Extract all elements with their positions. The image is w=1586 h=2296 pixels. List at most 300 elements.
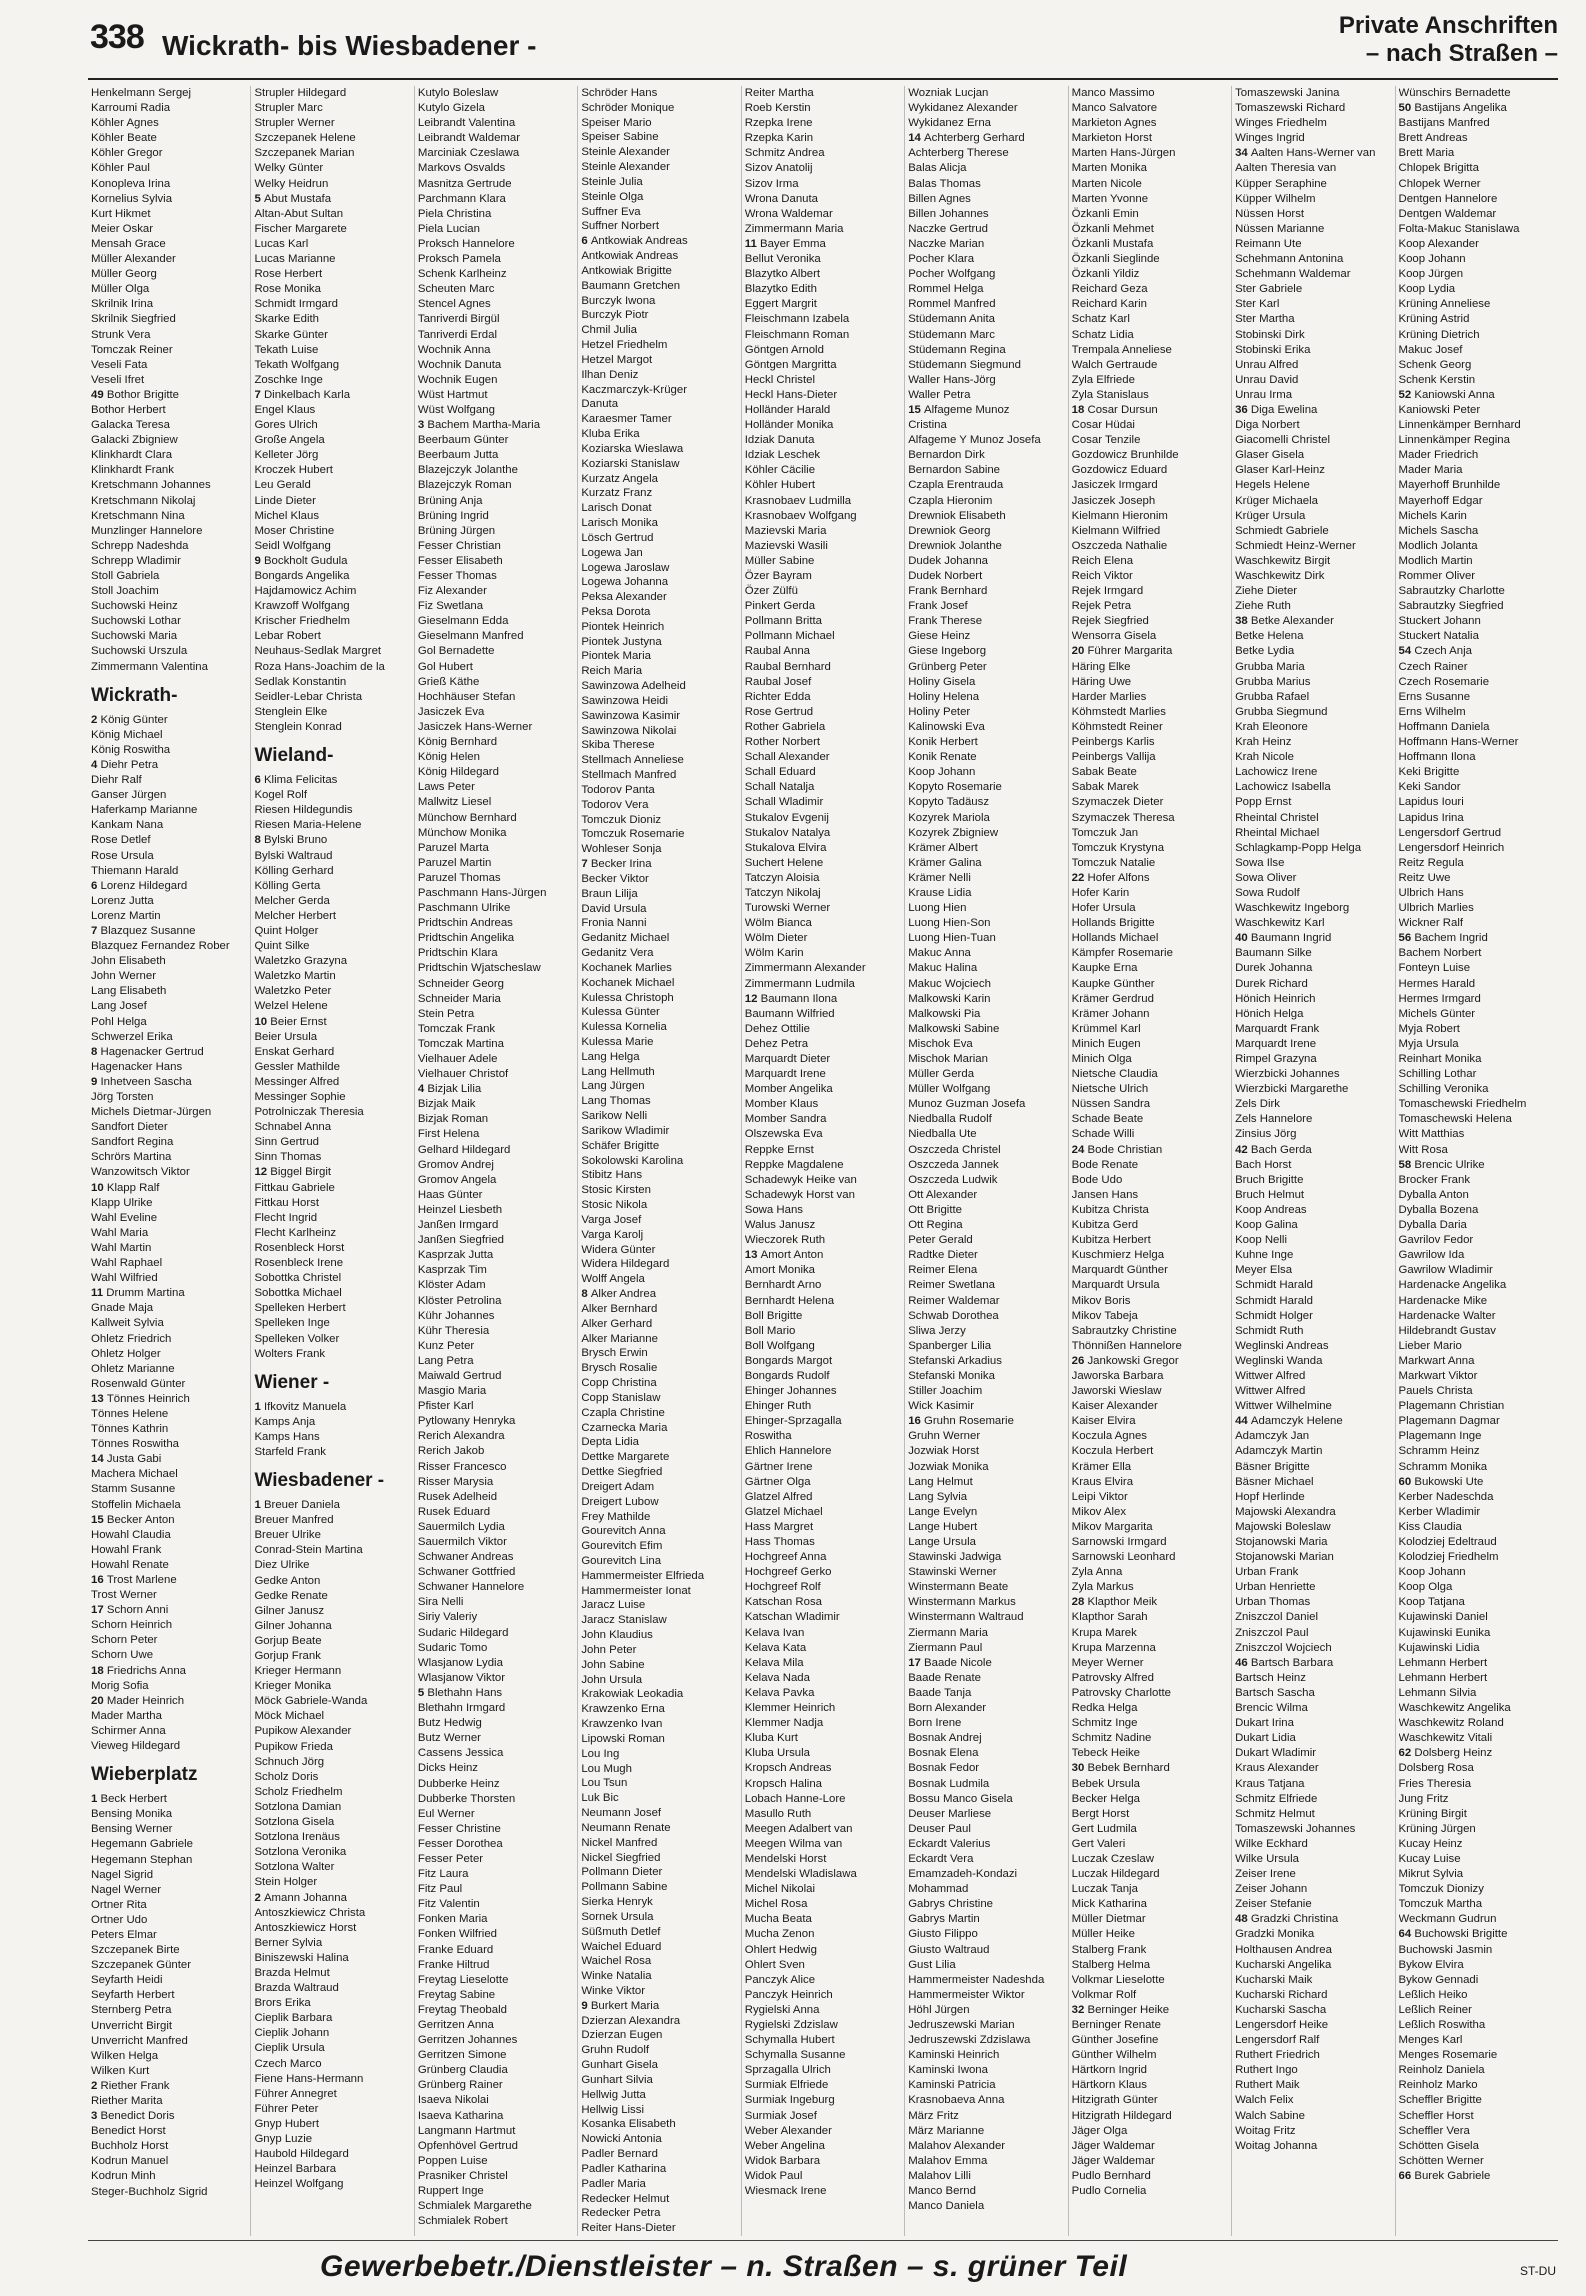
directory-entry: Kretschmann Nikolaj xyxy=(91,494,196,507)
directory-entry: Rose Ursula xyxy=(91,849,154,862)
directory-entry: Manco Salvatore xyxy=(1071,102,1158,115)
directory-entry: Koop Johann xyxy=(1398,253,1466,266)
directory-entry: Sudaric Tomo xyxy=(417,1641,488,1654)
directory-entry: Hegels Helene xyxy=(1235,479,1310,492)
directory-entry: Kochanek Marlies xyxy=(581,961,672,974)
directory-entry: Jedruszewski Marian xyxy=(908,2019,1015,2031)
directory-entry: Alfageme Y Munoz Josefa xyxy=(908,434,1041,447)
directory-entry: Zeiser Johann xyxy=(1235,1883,1308,1896)
directory-entry: Lucas Karl xyxy=(254,237,309,250)
directory-entry: Müller Dietmar xyxy=(1071,1913,1146,1926)
directory-entry: Krüning Jürgen xyxy=(1398,1822,1476,1835)
directory-entry: Lengersdorf Heike xyxy=(1235,2019,1329,2031)
directory-entry: Kutylo Gizela xyxy=(417,102,485,115)
directory-entry: Jaracz Luise xyxy=(581,1599,646,1612)
directory-entry: Schötten Werner xyxy=(1398,2154,1484,2167)
directory-entry: Stein Holger xyxy=(254,1876,318,1889)
directory-entry: Erns Wilhelm xyxy=(1398,705,1466,718)
directory-entry: Kühr Theresia xyxy=(417,1324,490,1337)
directory-entry: Breuer Manfred xyxy=(254,1514,334,1527)
directory-entry: Kluba Ursula xyxy=(744,1747,810,1760)
directory-entry: Wolters Frank xyxy=(254,1347,326,1360)
directory-entry: Rommel Helga xyxy=(908,283,984,296)
directory-entry: 2 König Günter xyxy=(91,713,168,726)
directory-entry: 54 Czech Anja xyxy=(1398,645,1472,658)
directory-entry: Cassens Jessica xyxy=(417,1747,504,1760)
directory-entry: Ziermann Maria xyxy=(908,1626,988,1639)
directory-entry: Zyla Elfriede xyxy=(1071,373,1135,386)
directory-entry: Luczak Tanja xyxy=(1071,1883,1138,1896)
directory-entry: Gedke Renate xyxy=(254,1589,328,1602)
directory-entry: Danuta xyxy=(581,398,619,411)
directory-entry: Große Angela xyxy=(254,434,325,447)
directory-entry: Durek Johanna xyxy=(1235,962,1313,975)
directory-entry: Leibrandt Waldemar xyxy=(417,132,521,145)
directory-entry: Sudaric Hildegard xyxy=(417,1626,509,1639)
directory-entry: Surmiak Elfriede xyxy=(744,2079,829,2092)
directory-entry: Schenk Karlheinz xyxy=(417,268,507,281)
directory-entry: Czech Rosemarie xyxy=(1398,675,1490,688)
directory-entry: Härtkorn Klaus xyxy=(1071,2079,1147,2092)
directory-entry: Stalberg Frank xyxy=(1071,1943,1147,1956)
directory-entry: Ulbrich Hans xyxy=(1398,886,1464,899)
directory-entry: Unrau David xyxy=(1235,373,1299,386)
directory-entry: 13 Amort Anton xyxy=(744,1249,824,1262)
directory-entry: Pudlo Cornelia xyxy=(1071,2185,1147,2198)
directory-entry: Buchowski Jasmin xyxy=(1398,1943,1493,1956)
directory-entry: Waller Hans-Jörg xyxy=(908,373,996,386)
directory-entry: Waichel Rosa xyxy=(581,1955,652,1968)
directory-entry: Deuser Paul xyxy=(908,1822,971,1835)
directory-entry: Ehlich Hannelore xyxy=(744,1445,832,1458)
directory-entry: Kaniowski Peter xyxy=(1398,403,1481,416)
directory-entry: Urban Frank xyxy=(1235,1566,1299,1579)
directory-entry: Tatczyn Aloisia xyxy=(744,871,820,884)
directory-entry: Rose Gertrud xyxy=(744,705,814,718)
directory-entry: Pocher Klara xyxy=(908,253,975,266)
directory-entry: Szczepanek Marian xyxy=(254,147,355,160)
directory-entry: Jozwiak Monika xyxy=(908,1460,989,1473)
directory-entry: Alker Bernhard xyxy=(581,1302,658,1315)
directory-entry: Kaiser Alexander xyxy=(1071,1400,1158,1413)
directory-entry: Lorenz Jutta xyxy=(91,894,154,907)
directory-entry: Heinzel Barbara xyxy=(254,2163,337,2176)
directory-entry: Strupler Werner xyxy=(254,117,335,130)
directory-entry: 12 Baumann Ilona xyxy=(744,992,838,1005)
directory-entry: 4 Diehr Petra xyxy=(91,758,159,771)
directory-entry: Rzepka Karin xyxy=(744,132,814,145)
directory-entry: Ohletz Friedrich xyxy=(91,1332,172,1345)
directory-entry: John Elisabeth xyxy=(91,955,166,968)
directory-entry: Quint Silke xyxy=(254,940,310,953)
directory-entry: Hammermeister Elfrieda xyxy=(581,1569,705,1582)
directory-entry: Biniszewski Halina xyxy=(254,1951,349,1964)
directory-entry: Emamzadeh-Kondazi xyxy=(908,1868,1018,1881)
directory-entry: Koop Galina xyxy=(1235,1219,1298,1232)
directory-entry: Fittkau Gabriele xyxy=(254,1181,335,1194)
directory-entry: Gourevitch Lina xyxy=(581,1554,662,1567)
directory-entry: Meegen Wilma van xyxy=(744,1837,843,1850)
directory-entry: Bongards Angelika xyxy=(254,570,350,582)
directory-entry: Reichard Geza xyxy=(1071,283,1148,296)
directory-entry: Stalberg Helma xyxy=(1071,1958,1151,1971)
directory-entry: Hoffmann Ilona xyxy=(1398,751,1476,764)
directory-entry: Sabrautzky Christine xyxy=(1071,1324,1177,1337)
directory-entry: Hellwig Lissi xyxy=(581,2103,644,2116)
directory-entry: Makuc Wojciech xyxy=(908,977,991,990)
directory-entry: Mick Katharina xyxy=(1071,1898,1147,1911)
directory-entry: Makuc Anna xyxy=(908,947,971,960)
directory-entry: Radtke Dieter xyxy=(908,1249,978,1262)
directory-entry: Grünberg Peter xyxy=(908,660,987,673)
directory-entry: Scholz Doris xyxy=(254,1770,319,1783)
directory-entry: Leibrandt Valentina xyxy=(417,117,516,130)
directory-entry: Pridtschin Angelika xyxy=(417,932,515,945)
directory-entry: Bartsch Heinz xyxy=(1235,1671,1306,1684)
directory-entry: 5 Blethahn Hans xyxy=(417,1686,503,1699)
directory-entry: Ott Brigitte xyxy=(908,1203,962,1216)
directory-entry: Ruthert Ingo xyxy=(1235,2064,1298,2077)
directory-entry: Logewa Jan xyxy=(581,546,643,559)
directory-entry: Wrona Danuta xyxy=(744,192,818,205)
directory-entry: Menges Rosemarie xyxy=(1398,2049,1498,2062)
directory-entry: Meegen Adalbert van xyxy=(744,1822,853,1835)
directory-entry: Brors Erika xyxy=(254,1997,311,2010)
directory-entry: Kucharski Richard xyxy=(1235,1988,1328,2001)
directory-entry: 9 Bockholt Gudula xyxy=(254,554,348,567)
directory-entry: Schmitz Helmut xyxy=(1235,1807,1315,1820)
directory-entry: 6 Antkowiak Andreas xyxy=(581,235,688,248)
directory-entry: 7 Becker Irina xyxy=(581,858,652,871)
directory-entry: Schwaner Hannelore xyxy=(417,1581,525,1594)
directory-entry: Schmidt Holger xyxy=(1235,1309,1313,1322)
directory-entry: Baumann Silke xyxy=(1235,947,1312,960)
directory-entry: Schneider Maria xyxy=(417,992,501,1005)
directory-entry: Bachem Norbert xyxy=(1398,947,1482,960)
directory-entry: Kelleter Jörg xyxy=(254,449,319,462)
directory-entry: Widok Paul xyxy=(744,2169,803,2182)
directory-entry: Risser Francesco xyxy=(417,1460,507,1473)
directory-entry: Machera Michael xyxy=(91,1468,178,1481)
directory-entry: Wölm Karin xyxy=(744,947,804,960)
directory-entry: Gilner Johanna xyxy=(254,1619,332,1632)
directory-entry: Stellmach Manfred xyxy=(581,769,677,782)
directory-entry: Kulessa Christoph xyxy=(581,991,674,1004)
directory-entry: Fiz Swetlana xyxy=(417,600,484,613)
directory-entry: Tomaschewski Helena xyxy=(1398,1113,1512,1126)
directory-entry: Krümmel Karl xyxy=(1071,1022,1141,1035)
directory-entry: Michel Nikolai xyxy=(744,1883,816,1896)
directory-entry: Piontek Maria xyxy=(581,650,651,663)
directory-entry: Pohl Helga xyxy=(91,1015,147,1028)
directory-entry: Mohammad xyxy=(908,1883,969,1896)
directory-entry: Rose Monika xyxy=(254,283,321,296)
directory-entry: Koop Johann xyxy=(1398,1566,1466,1579)
directory-entry: Wensorra Gisela xyxy=(1071,630,1157,643)
directory-entry: Möck Gabriele-Wanda xyxy=(254,1695,368,1708)
directory-entry: Zinsius Jörg xyxy=(1235,1128,1297,1141)
directory-entry: Klemmer Nadja xyxy=(744,1717,824,1730)
directory-entry: 1 Breuer Daniela xyxy=(254,1499,340,1512)
directory-entry: Lengersdorf Ralf xyxy=(1235,2034,1320,2047)
directory-entry: Keki Sandor xyxy=(1398,781,1461,794)
directory-entry: Gedke Anton xyxy=(254,1574,321,1587)
directory-entry: Koziarska Wieslawa xyxy=(581,442,684,455)
directory-entry: Steger-Buchholz Sigrid xyxy=(91,2185,208,2198)
directory-entry: Riesen Hildegundis xyxy=(254,804,353,817)
directory-entry: 3 Bachem Martha-Maria xyxy=(417,419,541,432)
directory-entry: Marten Hans-Jürgen xyxy=(1071,147,1176,160)
directory-entry: 26 Jankowski Gregor xyxy=(1071,1354,1179,1367)
directory-entry: Lange Ursula xyxy=(908,1536,976,1548)
directory-entry: Cieplik Johann xyxy=(254,2027,330,2040)
directory-entry: Ortner Rita xyxy=(91,1898,147,1911)
directory-entry: Marquardt Irene xyxy=(744,1068,826,1081)
directory-entry: Neuhaus-Sedlak Margret xyxy=(254,645,382,658)
directory-entry: Lachowicz Isabella xyxy=(1235,781,1331,794)
directory-entry: Peksa Dorota xyxy=(581,605,651,618)
directory-entry: Schwerzel Erika xyxy=(91,1030,173,1043)
directory-entry: Brysch Erwin xyxy=(581,1347,648,1360)
directory-entry: Sauermilch Viktor xyxy=(417,1536,507,1548)
directory-entry: Günther Wilhelm xyxy=(1071,2049,1157,2062)
directory-column xyxy=(741,86,904,2236)
directory-entry: Weber Alexander xyxy=(744,2124,832,2137)
directory-entry: Reimer Elena xyxy=(908,1264,978,1277)
directory-entry: Spelleken Inge xyxy=(254,1317,330,1330)
directory-entry: Koop Jürgen xyxy=(1398,268,1464,281)
directory-entry: Adamczyk Martin xyxy=(1235,1445,1323,1458)
directory-entry: Rommer Oliver xyxy=(1398,570,1476,582)
directory-entry: Ster Karl xyxy=(1235,298,1280,311)
directory-entry: Schramm Monika xyxy=(1398,1460,1488,1473)
directory-entry: Grünberg Claudia xyxy=(417,2064,508,2077)
directory-entry: Gradzki Monika xyxy=(1235,1928,1315,1941)
directory-entry: Menges Karl xyxy=(1398,2034,1463,2047)
directory-entry: Folta-Makuc Stanislawa xyxy=(1398,222,1520,235)
directory-entry: Piela Christina xyxy=(417,207,492,220)
directory-entry: Woitag Fritz xyxy=(1235,2124,1296,2137)
directory-entry: Kogel Rolf xyxy=(254,789,307,802)
directory-entry: Howahl Claudia xyxy=(91,1528,171,1541)
directory-entry: Niedballa Ute xyxy=(908,1128,977,1141)
directory-entry: Hegemann Stephan xyxy=(91,1853,193,1866)
directory-entry: Makuc Josef xyxy=(1398,343,1463,356)
directory-entry: Munoz Guzman Josefa xyxy=(908,1098,1026,1111)
directory-entry: Tönnes Helene xyxy=(91,1407,169,1420)
directory-entry: Bykow Gennadi xyxy=(1398,1973,1479,1986)
directory-entry: Steinle Julia xyxy=(581,175,643,188)
directory-entry: Wozniak Lucjan xyxy=(908,87,989,99)
directory-entry: Skarke Günter xyxy=(254,328,328,341)
directory-entry: Fesser Peter xyxy=(417,1852,484,1865)
directory-entry: Tomczak Frank xyxy=(417,1022,496,1035)
directory-entry: Kretschmann Johannes xyxy=(91,479,211,492)
directory-entry: Stukalov Natalya xyxy=(744,826,831,839)
directory-entry: Czapla Erentrauda xyxy=(908,479,1004,492)
directory-entry: Trempala Anneliese xyxy=(1071,343,1172,356)
directory-entry: Stuckert Natalia xyxy=(1398,630,1479,643)
directory-entry: Hönich Helga xyxy=(1235,1007,1304,1020)
directory-entry: Tebeck Heike xyxy=(1071,1747,1141,1760)
directory-entry: Howahl Renate xyxy=(91,1558,169,1571)
directory-entry: Gawrilow Wladimir xyxy=(1398,1264,1493,1277)
directory-entry: Michel Rosa xyxy=(744,1898,808,1911)
directory-entry: Bothor Herbert xyxy=(91,403,166,416)
directory-entry: Niedballa Rudolf xyxy=(908,1113,992,1126)
directory-entry: Markwart Anna xyxy=(1398,1354,1475,1367)
directory-entry: Meier Oskar xyxy=(91,222,154,235)
directory-entry: Wünschirs Bernadette xyxy=(1398,87,1511,99)
directory-entry: Myja Ursula xyxy=(1398,1037,1459,1050)
directory-entry: Dolsberg Rosa xyxy=(1398,1762,1474,1775)
directory-entry: Klapp Ulrike xyxy=(91,1196,153,1209)
directory-entry: Kelava Kata xyxy=(744,1641,807,1654)
directory-entry: Tomczuk Dionizy xyxy=(1398,1883,1484,1896)
directory-entry: Linnenkämper Regina xyxy=(1398,434,1510,447)
directory-entry: Kluba Kurt xyxy=(744,1732,798,1745)
directory-entry: Hitzigrath Günter xyxy=(1071,2094,1158,2107)
directory-entry: Marten Monika xyxy=(1071,162,1147,175)
footer-code: ST-DU xyxy=(1520,2264,1556,2278)
directory-entry: Mikov Tabeja xyxy=(1071,1309,1138,1322)
directory-entry: Schorn Uwe xyxy=(91,1649,154,1662)
directory-entry: Myja Robert xyxy=(1398,1022,1460,1035)
directory-entry: Waschkewitz Vitali xyxy=(1398,1732,1493,1745)
directory-entry: Wahl Maria xyxy=(91,1226,149,1239)
directory-entry: Veseli Fata xyxy=(91,358,148,371)
directory-entry: Fesser Dorothea xyxy=(417,1837,503,1850)
directory-entry: Deuser Marliese xyxy=(908,1807,992,1820)
footer-rule xyxy=(88,2240,1558,2241)
directory-entry: Luk Bic xyxy=(581,1792,619,1805)
directory-entry: Patrovsky Alfred xyxy=(1071,1671,1154,1684)
directory-entry: Lapidus Iouri xyxy=(1398,796,1464,809)
directory-entry: Paschmann Hans-Jürgen xyxy=(417,886,547,899)
directory-entry: Zyla Anna xyxy=(1071,1566,1123,1579)
directory-entry: Winstermann Beate xyxy=(908,1581,1009,1594)
directory-entry: Rimpel Grazyna xyxy=(1235,1053,1317,1065)
directory-entry: Schlagkamp-Popp Helga xyxy=(1235,841,1362,854)
directory-entry: Hardenacke Angelika xyxy=(1398,1279,1507,1292)
directory-entry: Manco Daniela xyxy=(908,2200,985,2213)
directory-entry: Nietsche Ulrich xyxy=(1071,1083,1149,1096)
directory-entry: Dyballa Bozena xyxy=(1398,1203,1479,1216)
directory-entry: Beerbaum Günter xyxy=(417,434,509,447)
directory-entry: Riesen Maria-Helene xyxy=(254,819,362,832)
directory-entry: Hollands Michael xyxy=(1071,932,1159,945)
directory-entry: Weglinski Andreas xyxy=(1235,1339,1329,1352)
directory-entry: Lehmann Herbert xyxy=(1398,1656,1488,1669)
directory-entry: Gruhn Werner xyxy=(908,1430,981,1443)
directory-entry: Cieplik Ursula xyxy=(254,2042,325,2055)
directory-entry: König Roswitha xyxy=(91,743,171,756)
directory-entry: Reppke Magdalene xyxy=(744,1158,844,1171)
directory-entry: Sizov Irma xyxy=(744,177,799,190)
directory-entry: Czech Rainer xyxy=(1398,660,1468,673)
directory-entry: Hochhäuser Stefan xyxy=(417,690,516,703)
directory-entry: Wittwer Wilhelmine xyxy=(1235,1400,1332,1413)
directory-entry: Schröder Hans xyxy=(581,87,658,99)
directory-entry: Momber Klaus xyxy=(744,1098,819,1111)
directory-entry: Kutylo Boleslaw xyxy=(417,87,499,99)
directory-entry: Franke Hiltrud xyxy=(417,1958,490,1971)
directory-entry: Hochgreef Rolf xyxy=(744,1581,821,1594)
directory-entry: Fitz Laura xyxy=(417,1868,469,1881)
directory-entry: Gawrilow Ida xyxy=(1398,1249,1465,1262)
directory-entry: Zyla Stanislaus xyxy=(1071,388,1149,401)
directory-entry: Hardenacke Walter xyxy=(1398,1309,1496,1322)
directory-entry: Koczula Agnes xyxy=(1071,1430,1147,1443)
directory-entry: Wochnik Eugen xyxy=(417,373,498,386)
directory-entry: Scheffler Horst xyxy=(1398,2109,1474,2122)
directory-entry: Ruthert Friedrich xyxy=(1235,2049,1320,2062)
directory-entry: Eul Werner xyxy=(417,1807,475,1820)
directory-entry: Özkanli Mehmet xyxy=(1071,222,1154,235)
directory-entry: Panczyk Heinrich xyxy=(744,1988,833,2001)
directory-entry: Lieber Mario xyxy=(1398,1339,1462,1352)
directory-entry: Glatzel Michael xyxy=(744,1505,823,1518)
directory-entry: Lebar Robert xyxy=(254,630,321,643)
directory-entry: Rother Gabriela xyxy=(744,720,826,733)
directory-entry: Scheuten Marc xyxy=(417,283,495,296)
directory-entry: Volkmar Lieselotte xyxy=(1071,1973,1165,1986)
directory-entry: Leipi Viktor xyxy=(1071,1490,1128,1503)
page-number: 338 xyxy=(90,18,144,56)
directory-entry: Fesser Elisabeth xyxy=(417,554,503,567)
directory-entry: Zimmermann Maria xyxy=(744,222,844,235)
directory-entry: Pollmann Sabine xyxy=(581,1881,668,1894)
directory-entry: Koziarski Stanislaw xyxy=(581,457,680,470)
directory-entry: Brüning Ingrid xyxy=(417,509,489,522)
directory-entry: Tanriverdi Birgül xyxy=(417,313,500,326)
directory-entry: Tomaschewski Friedhelm xyxy=(1398,1098,1527,1111)
directory-entry: Eckardt Valerius xyxy=(908,1837,991,1850)
directory-entry: Wlasjanow Lydia xyxy=(417,1656,503,1669)
directory-entry: Markieton Horst xyxy=(1071,132,1153,145)
directory-entry: Sierka Henryk xyxy=(581,1896,653,1909)
directory-entry: Zyla Markus xyxy=(1071,1581,1134,1594)
directory-entry: Stosic Kirsten xyxy=(581,1184,651,1197)
directory-entry: Ulbrich Marlies xyxy=(1398,902,1474,915)
directory-entry: 44 Adamczyk Helene xyxy=(1235,1415,1343,1428)
directory-entry: Stiller Joachim xyxy=(908,1385,983,1398)
directory-entry: Holländer Monika xyxy=(744,419,834,432)
directory-entry: Rygielski Anna xyxy=(744,2003,820,2016)
directory-entry: Ziermann Paul xyxy=(908,1641,983,1654)
directory-entry: Gilner Janusz xyxy=(254,1604,325,1617)
directory-entry: Bossu Manco Gisela xyxy=(908,1792,1013,1805)
directory-entry: Schmialek Robert xyxy=(417,2215,508,2228)
directory-entry: Wlasjanow Viktor xyxy=(417,1671,506,1684)
directory-entry: Mazievski Maria xyxy=(744,524,827,537)
directory-entry: Diga Norbert xyxy=(1235,419,1300,432)
directory-entry: Bruch Helmut xyxy=(1235,1188,1305,1201)
directory-entry: Marciniak Czeslawa xyxy=(417,147,520,160)
directory-entry: Bongards Margot xyxy=(744,1354,833,1367)
directory-entry: Sobottka Michael xyxy=(254,1287,342,1300)
directory-entry: Göntgen Margritta xyxy=(744,358,837,371)
directory-entry: Conrad-Stein Martina xyxy=(254,1544,363,1557)
directory-entry: Dehez Ottilie xyxy=(744,1022,810,1035)
directory-entry: Reppke Ernst xyxy=(744,1143,814,1156)
directory-entry: Stobinski Erika xyxy=(1235,343,1311,356)
directory-entry: Stenglein Elke xyxy=(254,705,328,718)
directory-entry: Peksa Alexander xyxy=(581,591,667,604)
street-heading: Wiener - xyxy=(254,1371,330,1393)
directory-entry: Winstermann Waltraud xyxy=(908,1611,1024,1624)
directory-entry: Rejek Petra xyxy=(1071,600,1132,613)
